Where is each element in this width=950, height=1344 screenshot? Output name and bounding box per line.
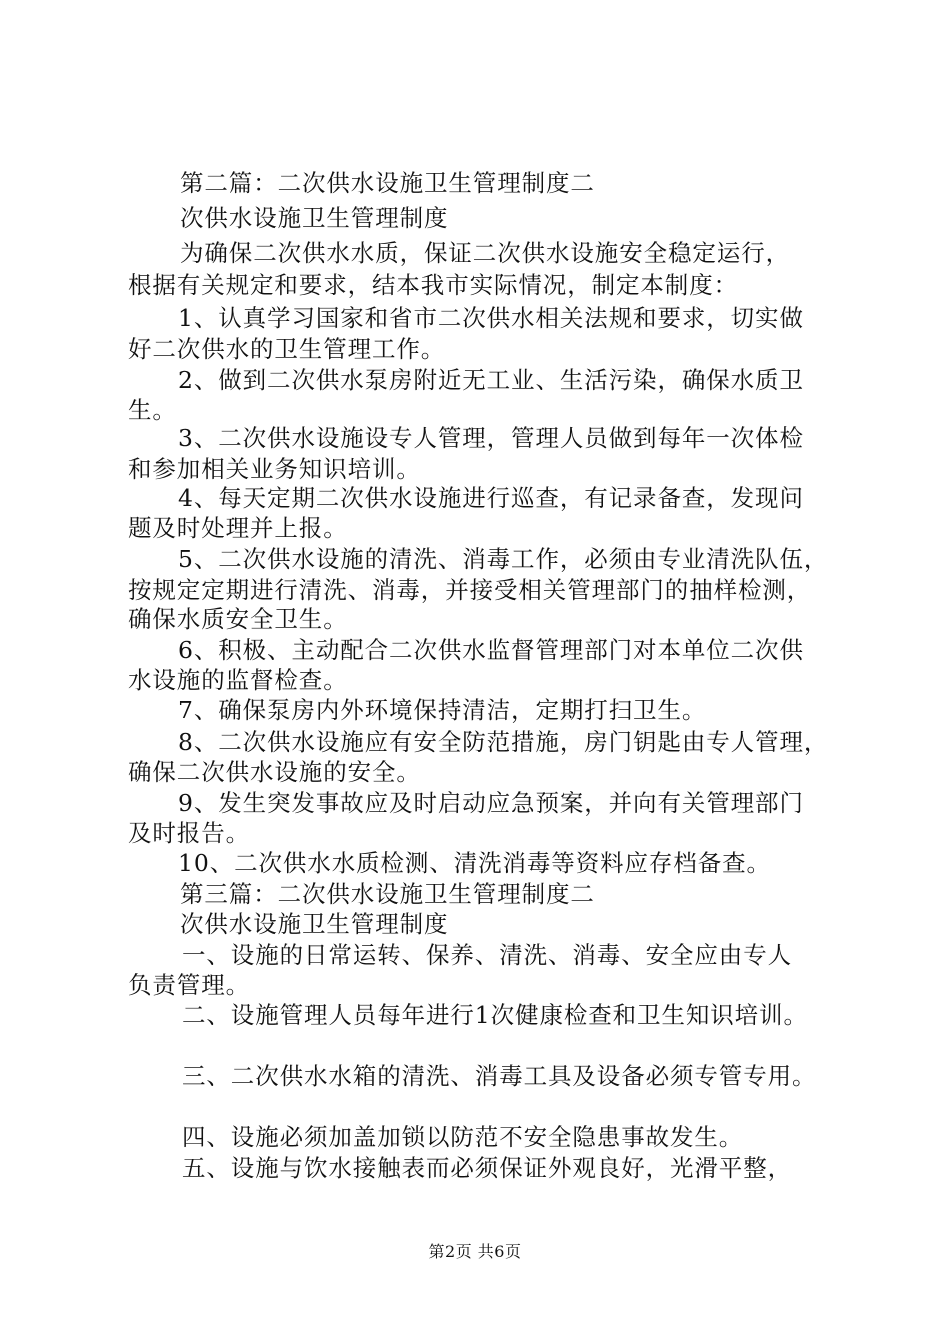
rule-1-line2: 好二次供水的卫生管理工作。 [128, 335, 446, 363]
section-heading-2-line2: 次供水设施卫生管理制度 [180, 204, 449, 232]
item-5-line1: 五、设施与饮水接触表而必须保证外观良好，光滑平整， [182, 1154, 792, 1182]
rule-8-line1: 8、二次供水设施应有安全防范措施，房门钥匙由专人管理， [178, 728, 829, 756]
item-1-line2: 负责管理。 [128, 971, 250, 999]
rule-10: 10、二次供水水质检测、清洗消毒等资料应存档备查。 [178, 849, 771, 877]
rule-2-line1: 2、做到二次供水泵房附近无工业、生活污染，确保水质卫 [178, 366, 804, 394]
rule-6-line1: 6、积极、主动配合二次供水监督管理部门对本单位二次供 [178, 636, 804, 664]
rule-6-line2: 水设施的监督检查。 [128, 666, 348, 694]
item-4: 四、设施必须加盖加锁以防范不安全隐患事故发生。 [182, 1123, 744, 1151]
rule-7: 7、确保泵房内外环境保持清洁，定期打扫卫生。 [178, 696, 707, 724]
rule-3-line2: 和参加相关业务知识培训。 [128, 455, 421, 483]
rule-9-line2: 及时报告。 [128, 819, 250, 847]
page-footer: 第2页 共6页 [428, 1242, 522, 1261]
section-heading-3-line1: 第三篇：二次供水设施卫生管理制度二 [180, 880, 595, 908]
rule-1-line1: 1、认真学习国家和省市二次供水相关法规和要求，切实做 [178, 304, 804, 332]
item-3: 三、二次供水水箱的清洗、消毒工具及设备必须专管专用。 [182, 1062, 817, 1090]
rule-8-line2: 确保二次供水设施的安全。 [128, 758, 421, 786]
intro-paragraph-line1: 为确保二次供水水质，保证二次供水设施安全稳定运行， [180, 239, 790, 267]
rule-5-line3: 确保水质安全卫生。 [128, 605, 348, 633]
intro-paragraph-line2: 根据有关规定和要求，结本我市实际情况，制定本制度： [128, 271, 738, 299]
section-heading-3-line2: 次供水设施卫生管理制度 [180, 910, 449, 938]
rule-9-line1: 9、发生突发事故应及时启动应急预案，并向有关管理部门 [178, 789, 804, 817]
item-2: 二、设施管理人员每年进行1次健康检查和卫生知识培训。 [182, 1001, 808, 1029]
rule-5-line2: 按规定定期进行清洗、消毒，并接受相关管理部门的抽样检测， [128, 576, 812, 604]
item-1-line1: 一、设施的日常运转、保养、清洗、消毒、安全应由专人 [182, 941, 792, 969]
rule-2-line2: 生。 [128, 396, 177, 424]
rule-4-line1: 4、每天定期二次供水设施进行巡查，有记录备查，发现问 [178, 484, 804, 512]
section-heading-2-line1: 第二篇：二次供水设施卫生管理制度二 [180, 169, 595, 197]
rule-5-line1: 5、二次供水设施的清洗、消毒工作，必须由专业清洗队伍， [178, 545, 829, 573]
rule-3-line1: 3、二次供水设施设专人管理，管理人员做到每年一次体检 [178, 424, 804, 452]
rule-4-line2: 题及时处理并上报。 [128, 514, 348, 542]
